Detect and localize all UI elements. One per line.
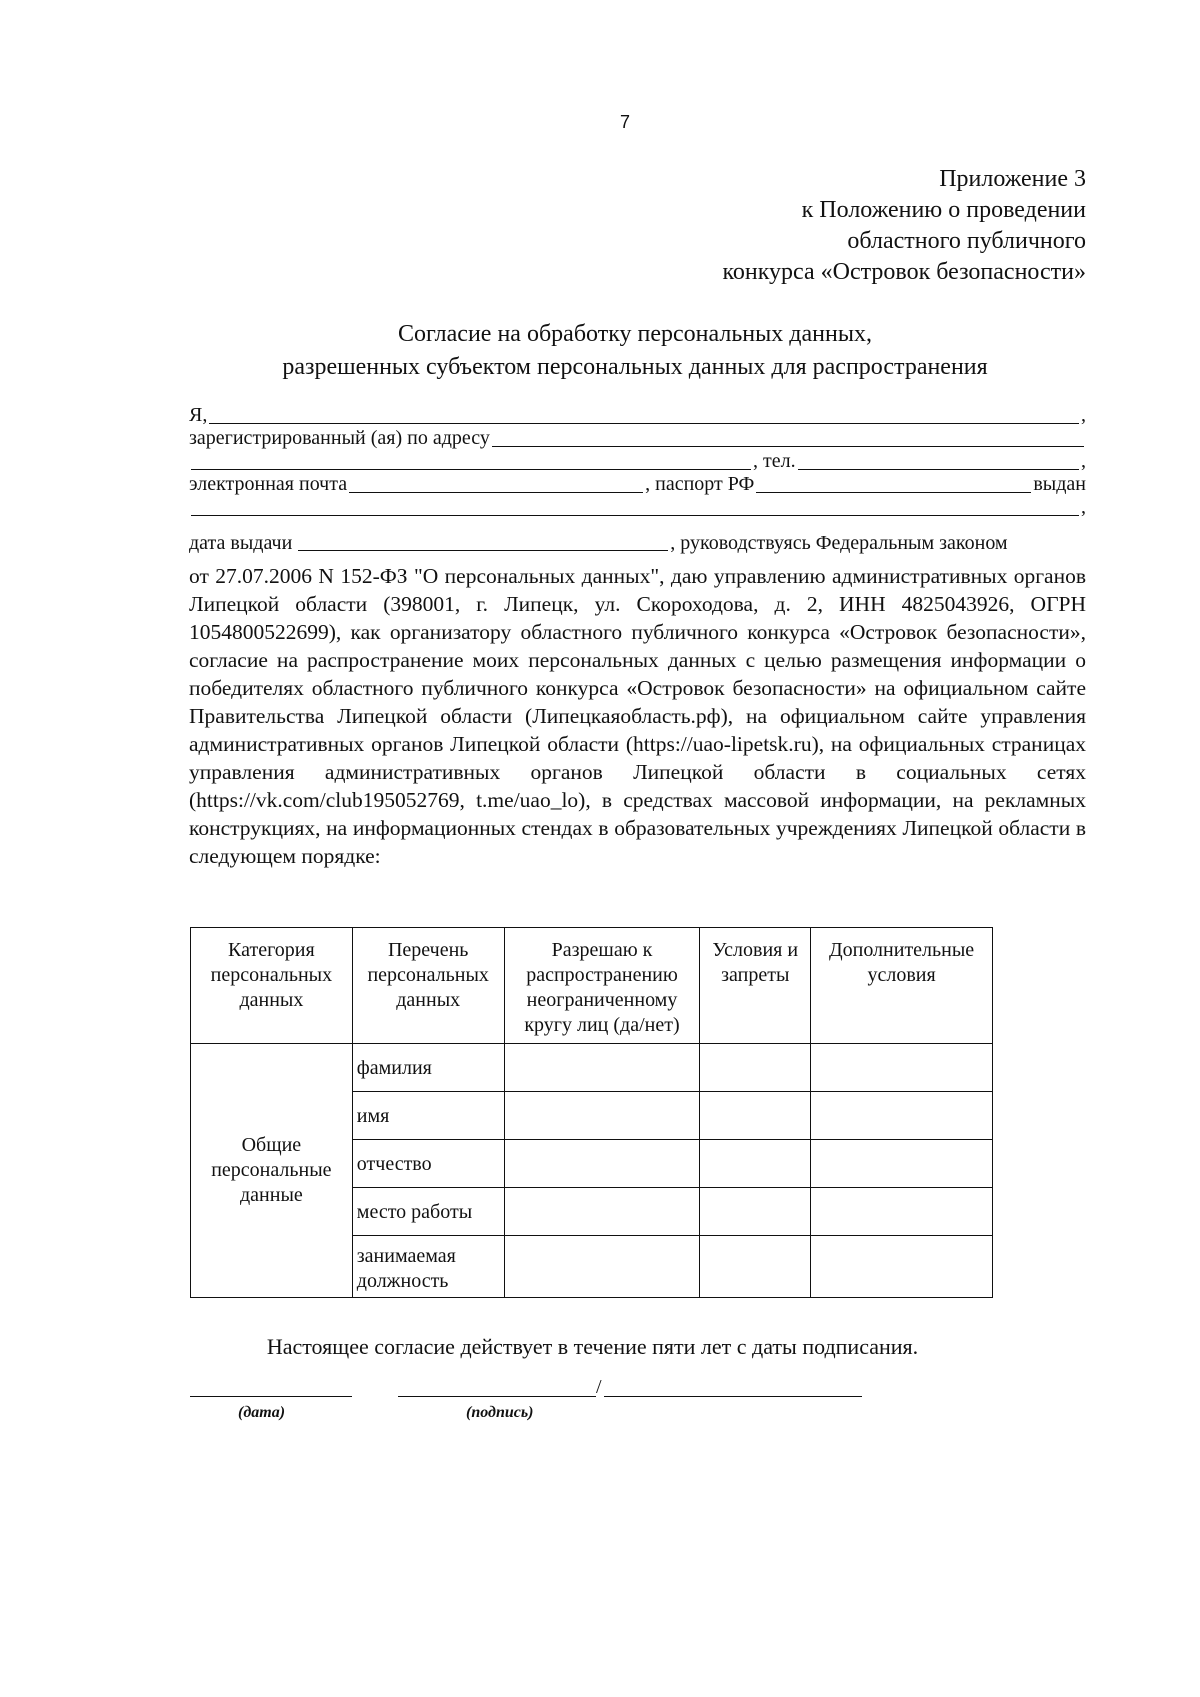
header-category: Категория персональных данных [191, 928, 353, 1044]
signature-field[interactable] [398, 1380, 596, 1397]
category-cell: Общие персональные данные [191, 1044, 353, 1298]
additional-cell[interactable] [811, 1188, 993, 1236]
conditions-cell[interactable] [700, 1092, 811, 1140]
title-line: Согласие на обработку персональных данных, [398, 321, 872, 347]
appendix-line: областного публичного [847, 228, 1086, 254]
consent-paragraph: от 27.07.2006 N 152-ФЗ "О персональных данных", даю управлению административных органов Липецкой области (398001, г. Липецк, ул. Скороходова, д. 2, ИНН 4825043926, ОГРН 1054800522699), как организатору областного публичного конкурса «Островок безопасности», согласие на распространение моих персональных данных с целью размещения информации о победителях областного публичного конкурса «Островок безопасности» на официальном сайте Правительства Липецкой области (Липецкаяобласть.рф), на официальном сайте управления административных органов Липецкой области (https://uao-lipetsk.ru), на официальных страницах управления административных органов Липецкой области в социальных сетях (https://vk.com/club195052769, t.me/uao_lo), в средствах массовой информации, на рекламных конструкциях, на информационных стендах в образовательных учреждениях Липецкой области в следующем порядке: [189, 564, 1086, 868]
address-row [189, 427, 1086, 450]
item-cell: место работы [352, 1188, 504, 1236]
name-transcript-field[interactable] [604, 1380, 862, 1397]
passport-field[interactable] [756, 477, 1031, 493]
issue-date-row [189, 532, 1086, 555]
issued-label: выдан [1033, 473, 1086, 495]
conditions-cell[interactable] [700, 1140, 811, 1188]
name-transcript-block [604, 1380, 862, 1397]
table-header-row [191, 928, 993, 1044]
date-signature-block [190, 1380, 352, 1421]
issued-by-field[interactable] [191, 500, 1079, 516]
address-phone-row [189, 450, 1086, 473]
name-label: Я, [189, 404, 208, 426]
email-passport-row [189, 473, 1086, 496]
appendix-line: Приложение 3 [939, 166, 1086, 192]
additional-cell[interactable] [811, 1044, 993, 1092]
page-number: 7 [620, 112, 631, 132]
consent-body [189, 562, 1086, 870]
phone-label: , тел. [753, 450, 796, 472]
permission-cell[interactable] [504, 1092, 700, 1140]
header-permission: Разрешаю к распространению неограниченному кругу лиц (да/нет) [504, 928, 700, 1044]
signature-caption: (подпись) [466, 1404, 534, 1421]
full-name-field[interactable] [209, 408, 1079, 424]
address-label: зарегистрированный (ая) по адресу [189, 427, 490, 449]
item-cell: отчество [352, 1140, 504, 1188]
name-row [189, 404, 1086, 427]
conditions-cell[interactable] [700, 1236, 811, 1298]
item-cell: фамилия [352, 1044, 504, 1092]
header-list: Перечень персональных данных [352, 928, 504, 1044]
comma: , [1081, 404, 1086, 426]
item-cell: занимаемая должность [352, 1236, 504, 1298]
appendix-line: конкурса «Островок безопасности» [722, 259, 1086, 285]
additional-cell[interactable] [811, 1092, 993, 1140]
date-field[interactable] [190, 1380, 352, 1397]
signature-block [398, 1380, 596, 1421]
email-label: электронная почта [189, 473, 348, 495]
permission-cell[interactable] [504, 1140, 700, 1188]
appendix-header [722, 164, 1086, 288]
email-field[interactable] [349, 477, 643, 493]
conditions-cell[interactable] [700, 1044, 811, 1092]
item-cell: имя [352, 1092, 504, 1140]
address-field[interactable] [492, 431, 1084, 447]
personal-info-form [189, 404, 1086, 519]
header-conditions: Условия и запреты [700, 928, 811, 1044]
issued-by-row [189, 496, 1086, 519]
passport-label: , паспорт РФ [645, 473, 755, 495]
validity-statement: Настоящее согласие действует в течение пяти лет с даты подписания. [266, 1334, 919, 1359]
additional-cell[interactable] [811, 1236, 993, 1298]
table-row [191, 1044, 993, 1092]
guided-text: , руководствуясь Федеральным законом [670, 532, 1008, 554]
additional-cell[interactable] [811, 1140, 993, 1188]
appendix-line: к Положению о проведении [801, 197, 1086, 223]
issue-date-field[interactable] [298, 535, 668, 551]
title-line: разрешенных субъектом персональных данных для распространения [282, 354, 988, 380]
comma: , [1081, 450, 1086, 472]
conditions-cell[interactable] [700, 1188, 811, 1236]
address-continued-field[interactable] [191, 454, 751, 470]
phone-field[interactable] [798, 454, 1079, 470]
permission-cell[interactable] [504, 1236, 700, 1298]
issue-date-label: дата выдачи [189, 532, 293, 554]
document-title [190, 318, 1080, 384]
slash-separator: / [596, 1376, 602, 1398]
header-additional: Дополнительные условия [811, 928, 993, 1044]
permission-cell[interactable] [504, 1188, 700, 1236]
consent-table [190, 927, 993, 1298]
permission-cell[interactable] [504, 1044, 700, 1092]
date-caption: (дата) [238, 1404, 286, 1421]
comma: , [1081, 496, 1086, 518]
